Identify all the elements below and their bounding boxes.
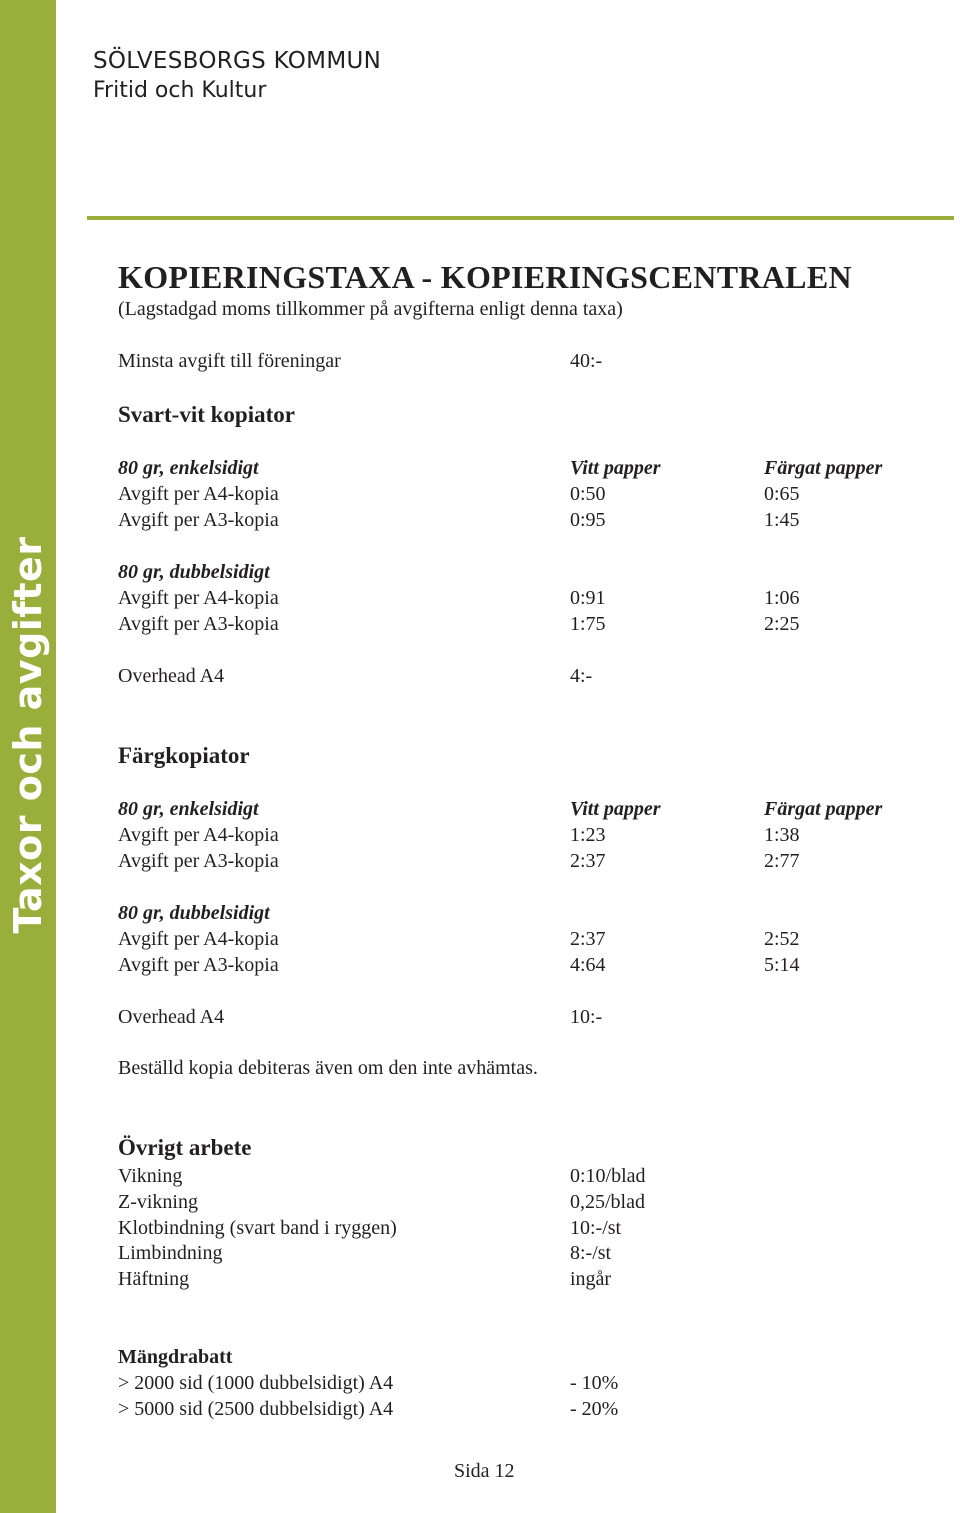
header-divider	[87, 216, 954, 220]
list-item-label: > 5000 sid (2500 dubbelsidigt) A4	[118, 1398, 394, 1420]
table-cell-white: 0:95	[570, 509, 606, 531]
table-row-label: Avgift per A4-kopia	[118, 824, 279, 846]
table-cell-white: 4:64	[570, 954, 606, 976]
table-cell-white: 0:91	[570, 587, 606, 609]
bw-overhead-label: Overhead A4	[118, 665, 225, 687]
color-col-white: Vitt papper	[570, 798, 661, 820]
color-single-label: 80 gr, enkelsidigt	[118, 798, 259, 820]
department-name: Fritid och Kultur	[93, 78, 267, 103]
bw-double-label: 80 gr, dubbelsidigt	[118, 561, 270, 583]
color-heading: Färgkopiator	[118, 743, 250, 768]
table-cell-colored: 5:14	[764, 954, 800, 976]
table-cell-white: 1:75	[570, 613, 606, 635]
table-cell-colored: 1:45	[764, 509, 800, 531]
other-heading: Övrigt arbete	[118, 1135, 252, 1160]
table-row-label: Avgift per A3-kopia	[118, 850, 279, 872]
table-row-label: Avgift per A3-kopia	[118, 613, 279, 635]
list-item-label: Z-vikning	[118, 1191, 198, 1213]
min-fee-label: Minsta avgift till föreningar	[118, 350, 341, 372]
table-cell-colored: 0:65	[764, 483, 800, 505]
color-double-label: 80 gr, dubbelsidigt	[118, 902, 270, 924]
discount-heading: Mängdrabatt	[118, 1346, 233, 1368]
table-row-label: Avgift per A4-kopia	[118, 928, 279, 950]
list-item-value: 0:10/blad	[570, 1165, 646, 1187]
table-cell-white: 2:37	[570, 850, 606, 872]
organization-header	[93, 47, 381, 105]
min-fee-value: 40:-	[570, 350, 603, 372]
table-cell-colored: 1:06	[764, 587, 800, 609]
sidebar-band	[0, 0, 56, 1513]
table-cell-white: 1:23	[570, 824, 606, 846]
table-row-label: Avgift per A3-kopia	[118, 954, 279, 976]
table-cell-white: 2:37	[570, 928, 606, 950]
list-item-value: - 20%	[570, 1398, 619, 1420]
table-cell-colored: 1:38	[764, 824, 800, 846]
sidebar-label: Taxor och avgifter	[6, 536, 50, 934]
list-item-label: > 2000 sid (1000 dubbelsidigt) A4	[118, 1372, 394, 1394]
table-cell-colored: 2:25	[764, 613, 800, 635]
color-overhead-value: 10:-	[570, 1006, 603, 1028]
list-item-value: 8:-/st	[570, 1242, 612, 1264]
table-row-label: Avgift per A3-kopia	[118, 509, 279, 531]
table-cell-colored: 2:77	[764, 850, 800, 872]
table-cell-white: 0:50	[570, 483, 606, 505]
list-item-value: ingår	[570, 1268, 612, 1290]
bw-overhead-value: 4:-	[570, 665, 593, 687]
list-item-label: Häftning	[118, 1268, 190, 1290]
bw-single-label: 80 gr, enkelsidigt	[118, 457, 259, 479]
color-col-colored: Färgat papper	[764, 798, 883, 820]
list-item-value: 10:-/st	[570, 1217, 622, 1239]
bw-heading: Svart-vit kopiator	[118, 402, 295, 427]
org-name: SÖLVESBORGS KOMMUN	[93, 48, 382, 74]
bw-col-colored: Färgat papper	[764, 457, 883, 479]
table-cell-colored: 2:52	[764, 928, 800, 950]
page-title: KOPIERINGSTAXA - KOPIERINGSCENTRALEN	[118, 259, 852, 295]
page-number: Sida 12	[454, 1460, 515, 1482]
bw-col-white: Vitt papper	[570, 457, 661, 479]
table-row-label: Avgift per A4-kopia	[118, 587, 279, 609]
table-row-label: Avgift per A4-kopia	[118, 483, 279, 505]
color-overhead-label: Overhead A4	[118, 1006, 225, 1028]
list-item-label: Klotbindning (svart band i ryggen)	[118, 1217, 397, 1239]
list-item-label: Limbindning	[118, 1242, 223, 1264]
list-item-label: Vikning	[118, 1165, 183, 1187]
list-item-value: 0,25/blad	[570, 1191, 645, 1213]
list-item-value: - 10%	[570, 1372, 619, 1394]
order-note: Beställd kopia debiteras även om den inte avhämtas.	[118, 1057, 538, 1079]
page-subtitle: (Lagstadgad moms tillkommer på avgifterna enligt denna taxa)	[118, 298, 623, 320]
